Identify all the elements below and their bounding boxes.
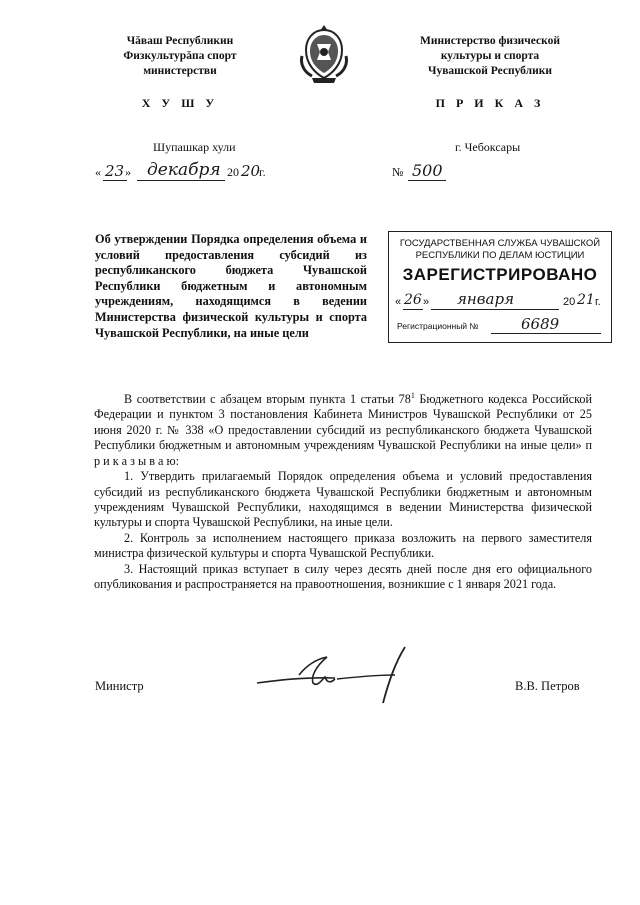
stamp-month-underline [431,309,559,310]
number-prefix: № [392,165,404,179]
stamp-registration [397,315,607,338]
header-left-doc-type: Х У Ш У [141,96,219,110]
document-body [94,388,592,592]
number-underline [408,180,446,181]
stamp-title: ЗАРЕГИСТРИРОВАНО [402,265,598,284]
date-underline [103,180,127,181]
stamp-date [395,292,607,314]
document-number [392,163,472,185]
date-month-underline [137,180,225,181]
preamble-text-a: В соответствии с абзацем вторым пункта 1 статьи 78 [124,392,411,407]
header-right-line-1: Министерство физической [419,35,560,47]
date-month: декабря [147,160,221,180]
stamp-open-quote: « [395,296,402,308]
date-close-quote: » [125,165,131,179]
stamp-year-prefix: 20 [563,296,576,308]
stamp-day: 26 [404,292,422,308]
stamp-line-2: РЕСПУБЛИКИ ПО ДЕЛАМ ЮСТИЦИИ [415,250,585,261]
date-day: 23 [105,162,125,180]
stamp-line-1: ГОСУДАРСТВЕННАЯ СЛУЖБА ЧУВАШСКОЙ [399,238,601,249]
header-right-line-3: Чувашской Республики [428,65,552,77]
signature-title: Министр [95,679,144,693]
paragraph-preamble [94,388,592,469]
handwritten-signature [255,645,415,705]
number-value: 500 [412,161,443,180]
paragraph-3: 3. Настоящий приказ вступает в силу через десять дней после дня его официального опубликования и распространяется на правоотношения, возникшие с 1 января 2021 года. [94,561,592,591]
document-subject: Об утверждении Порядка определения объема и условий предоставления субсидий из республиканского бюджета Чувашской Республики бюджетным и автономным учреждениям, находящимся в ведении Министерства физической культуры и спорта Чувашской Республики, на иные цели [95,232,367,340]
stamp-year-suffix: 21 [577,292,595,308]
document-date [95,160,285,185]
date-year-unit: г. [259,165,266,179]
preamble-text-b: Бюджетного кодекса Российской Федерации и пунктом 3 постановления Кабинета Министров Чувашской Республики от 25 июня 2020 г. № 338 «О предоставлении субсидий из республиканского бюджета Чувашской Республики бюджетным и автономным учреждениям Чувашской Республики на иные цели» [94,392,592,453]
date-year-prefix: 20 [227,165,239,179]
stamp-day-underline [403,309,423,310]
date-open-quote: « [95,165,101,179]
preamble-keyword: п р и к а з ы в а ю [94,438,592,468]
header-left-line-2: Физкультурăпа спорт [123,50,237,62]
stamp-year-unit: г. [595,296,601,308]
header-left-line-3: министерстви [143,65,217,77]
stamp-close-quote: » [423,296,430,308]
header-left [80,34,280,79]
paragraph-1: 1. Утвердить прилагаемый Порядок определения объема и условий предоставления субсидий из республиканского бюджета Чувашской Республики бюджетным и автономным учреждениям Чувашской Республики, находящимся в ведении Министерства физической культуры и спорта Чувашской Республики, на иные цели. [94,469,592,530]
preamble-superscript: 1 [410,391,415,400]
header-left-line-1: Чăваш Республикин [126,35,234,47]
signature-name: В.В. Петров [515,679,580,693]
stamp-reg-number: 6689 [521,315,560,333]
paragraph-2: 2. Контроль за исполнением настоящего приказа возложить на первого заместителя министра физической культуры и спорта Чувашской Республики. [94,530,592,561]
coat-of-arms-icon [298,22,350,84]
stamp-reg-label: Регистрационный № [397,321,479,331]
stamp-month: января [457,290,515,308]
header-right-doc-type: П Р И К А З [435,96,545,110]
stamp-reg-underline [491,333,601,334]
place-left: Шупашкар хули [153,140,236,154]
place-right: г. Чебоксары [455,140,521,154]
preamble-end: : [175,453,179,468]
header-right [390,34,590,79]
date-year-suffix: 20 [241,162,261,180]
registration-stamp [388,231,612,343]
header-right-line-2: культуры и спорта [440,50,540,62]
